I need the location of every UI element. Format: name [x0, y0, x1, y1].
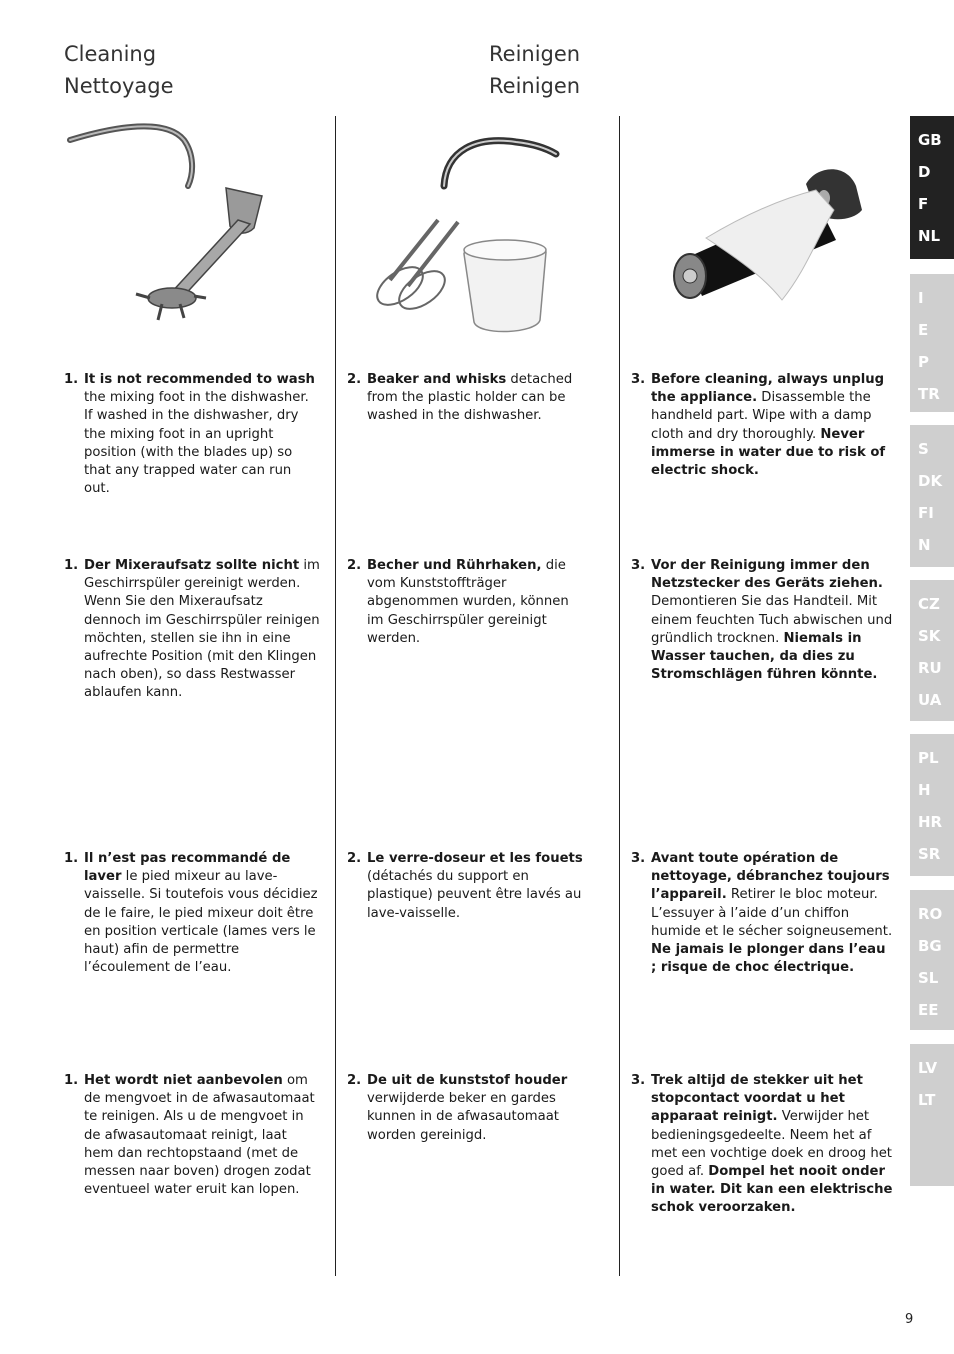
language-tab-fi[interactable]: FI [918, 504, 934, 522]
item-text [84, 1072, 320, 1199]
language-tab-group-1 [910, 116, 954, 259]
item-number: 1. [64, 1073, 79, 1088]
language-tab-p[interactable]: P [918, 353, 929, 371]
item-text [651, 1072, 893, 1218]
text-run: Demontieren Sie das Handteil. Mit einem feuchten Tuch abwischen und gründlich trocknen. [651, 594, 893, 646]
bold-run: Il n’est pas recommandé de laver [84, 851, 291, 885]
language-tab-tr[interactable]: TR [918, 385, 940, 403]
language-tab-group-3 [910, 425, 954, 567]
language-tab-group-4 [910, 580, 954, 721]
instruction-d-3 [631, 557, 893, 684]
instruction-f-3 [631, 850, 893, 977]
text-run: le pied mixeur au lave-vaisselle. Si toutefois vous décidiez de le faire, le pied mixeur doit être en position verticale (lames vers le haut) afin de permettre l’écoulement de l’eau. [84, 869, 318, 976]
motor-unit-cloth-illustration [666, 160, 866, 310]
item-number: 1. [64, 372, 79, 387]
text-run: verwijderde beker en gardes kunnen in de afwasautomaat worden gereinigd. [367, 1091, 559, 1143]
bold-run: Before cleaning, always unplug the appliance. [651, 372, 885, 406]
item-text [367, 557, 589, 648]
language-tab-cz[interactable]: CZ [918, 595, 940, 613]
language-tab-nl[interactable]: NL [918, 227, 941, 245]
bold-run: Becher und Rührhaken, [367, 558, 542, 573]
heading-nettoyage: Nettoyage [64, 74, 174, 98]
language-tab-h[interactable]: H [918, 781, 931, 799]
text-run: the mixing foot in the dishwasher. If washed in the dishwasher, dry the mixing foot in an upright position (with the blades up) so that any trapped water can run out. [84, 390, 309, 497]
instruction-nl-2 [347, 1072, 589, 1145]
column-divider-2 [619, 116, 620, 1276]
language-tab-f[interactable]: F [918, 195, 929, 213]
bold-run: Le verre-doseur et les fouets [367, 851, 583, 866]
instruction-nl-3 [631, 1072, 893, 1218]
item-text [651, 850, 893, 977]
language-tab-d[interactable]: D [918, 163, 931, 181]
item-number: 2. [347, 1073, 362, 1088]
text-run: Verwijder het bedieningsgedeelte. Neem het af met een vochtige doek en droog het goed af. [651, 1109, 892, 1180]
item-number: 2. [347, 851, 362, 866]
bold-run: Der Mixeraufsatz sollte nicht [84, 558, 300, 573]
page-number: 9 [905, 1312, 914, 1327]
bold-run: It is not recommended to wash [84, 372, 315, 387]
text-run: im Geschirrspüler gereinigt werden. Wenn Sie den Mixeraufsatz dennoch im Geschirrspüler reinigen möchten, stellen sie ihn in eine aufrechte Position (mit den Klingen nach oben), so dass Restwasser ablaufen kann. [84, 558, 320, 701]
text-run: detached from the plastic holder can be washed in the dishwasher. [367, 372, 573, 424]
bold-run: De uit de kunststof houder [367, 1073, 568, 1088]
heading-cleaning: Cleaning [64, 42, 157, 66]
text-run: (détachés du support en plastique) peuvent être lavés au lave-vaisselle. [367, 869, 582, 921]
language-tab-dk[interactable]: DK [918, 472, 943, 490]
text-run: Retirer le bloc moteur. L’essuyer à l’aide d’un chiffon humide et le sécher soigneusement. [651, 887, 893, 939]
bold-run: Avant toute opération de nettoyage, débranchez toujours l’appareil. [651, 851, 890, 903]
language-tab-group-5 [910, 734, 954, 876]
mixing-foot-illustration [66, 118, 316, 333]
instruction-d-2 [347, 557, 589, 648]
item-number: 3. [631, 851, 646, 866]
language-tab-lt[interactable]: LT [918, 1091, 936, 1109]
bold-run: Never immerse in water due to risk of electric shock. [651, 426, 886, 479]
language-tab-group-7 [910, 1044, 954, 1186]
bold-run: Het wordt niet aanbevolen [84, 1073, 283, 1088]
item-text [367, 850, 589, 923]
language-tab-sl[interactable]: SL [918, 969, 939, 987]
language-tab-s[interactable]: S [918, 440, 929, 458]
column-divider-1 [335, 116, 336, 1276]
language-tab-hr[interactable]: HR [918, 813, 943, 831]
language-tab-ua[interactable]: UA [918, 691, 942, 709]
item-number: 2. [347, 372, 362, 387]
item-number: 3. [631, 372, 646, 387]
heading-reinigen-nl: Reinigen [489, 74, 581, 98]
text-run: die vom Kunststoffträger abgenommen wurden, können im Geschirrspüler gereinigt werden. [367, 558, 569, 646]
item-number: 2. [347, 558, 362, 573]
heading-reinigen-de: Reinigen [489, 42, 581, 66]
language-tab-n[interactable]: N [918, 536, 931, 554]
heading-right [489, 38, 580, 102]
language-tab-sk[interactable]: SK [918, 627, 941, 645]
bold-run: Ne jamais le plonger dans l’eau ; risque de choc électrique. [651, 942, 886, 976]
item-text [651, 371, 893, 480]
instruction-gb-3 [631, 371, 893, 480]
item-text [367, 371, 589, 426]
language-tab-e[interactable]: E [918, 321, 929, 339]
language-tab-group-6 [910, 890, 954, 1030]
item-text [84, 371, 320, 498]
bold-run: Dompel het nooit onder in water. Dit kan een elektrische schok veroorzaken. [651, 1164, 893, 1216]
heading-left [64, 38, 174, 102]
bold-run: Beaker and whisks [367, 372, 507, 387]
language-tab-ee[interactable]: EE [918, 1001, 939, 1019]
instruction-nl-1 [64, 1072, 320, 1199]
language-tab-pl[interactable]: PL [918, 749, 939, 767]
item-number: 3. [631, 1073, 646, 1088]
language-tab-lv[interactable]: LV [918, 1059, 938, 1077]
language-tab-ro[interactable]: RO [918, 905, 943, 923]
item-text [367, 1072, 589, 1145]
language-tab-bg[interactable]: BG [918, 937, 942, 955]
text-run: Disassemble the handheld part. Wipe with a damp cloth and dry thoroughly. [651, 390, 872, 442]
bold-run: Vor der Reinigung immer den Netzstecker des Geräts ziehen. [651, 558, 883, 592]
item-number: 1. [64, 558, 79, 573]
instruction-gb-2 [347, 371, 589, 426]
beaker-and-whisks-illustration [366, 130, 566, 340]
item-text [651, 557, 893, 684]
item-number: 3. [631, 558, 646, 573]
bold-run: Trek altijd de stekker uit het stopcontact voordat u het apparaat reinigt. [651, 1073, 863, 1125]
instruction-f-1 [64, 850, 320, 977]
language-tab-group-2 [910, 274, 954, 412]
item-text [84, 850, 320, 977]
instruction-gb-1 [64, 371, 320, 498]
item-number: 1. [64, 851, 79, 866]
language-tab-i[interactable]: I [918, 289, 924, 307]
language-tab-gb[interactable]: GB [918, 131, 942, 149]
language-tab-sr[interactable]: SR [918, 845, 941, 863]
bold-run: Niemals in Wasser tauchen, da dies zu Stromschlägen führen könnte. [651, 630, 878, 683]
language-tab-ru[interactable]: RU [918, 659, 942, 677]
text-run: om de mengvoet in de afwasautomaat te reinigen. Als u de mengvoet in de afwasautomaat reinigt, laat hem dan rechtopstaand (met de messen naar boven) drogen zodat eventueel water eruit kan lopen. [84, 1073, 315, 1198]
instruction-d-1 [64, 557, 320, 703]
item-text [84, 557, 320, 703]
instruction-f-2 [347, 850, 589, 923]
